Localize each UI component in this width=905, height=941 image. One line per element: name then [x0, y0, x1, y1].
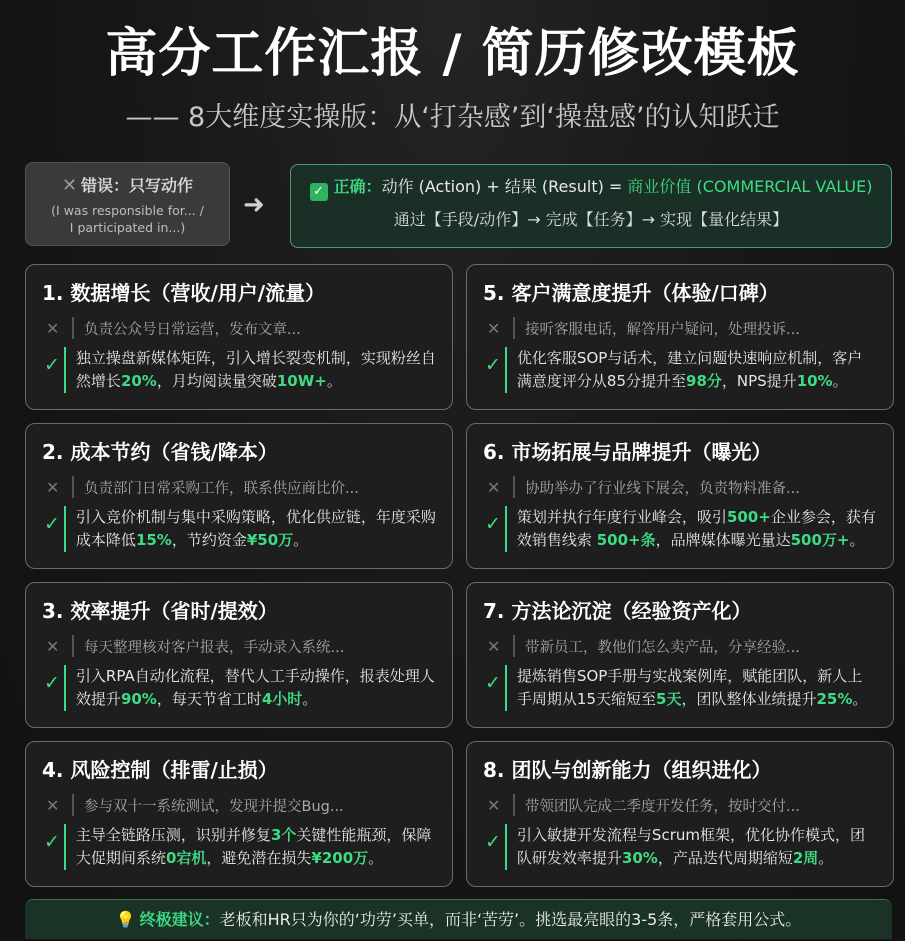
card-wrong-text: 带新员工，教他们怎么卖产品，分享经验...	[525, 639, 800, 656]
x-icon: ✕	[46, 795, 60, 815]
card-right-segment: ，NPS提升	[721, 372, 797, 390]
card-wrong-text: 接听客服电话，解答用户疑问，处理投诉...	[525, 321, 800, 338]
card-wrong-row	[42, 633, 436, 659]
wrong-example-label: 错误：只写动作	[81, 176, 194, 195]
card-right-row	[42, 506, 436, 552]
card-wrong-row	[483, 792, 877, 818]
formula-text: 动作 (Action) + 结果 (Result) =	[381, 177, 628, 196]
highlight-bar	[505, 665, 507, 711]
card-right-segment: 。	[293, 531, 309, 549]
card-right-segment: ，每天节省工时	[156, 690, 262, 708]
metric-highlight: 90%	[120, 690, 157, 708]
dimension-card	[25, 582, 453, 728]
card-wrong-text: 带领团队完成二季度开发任务，按时交付...	[525, 798, 800, 815]
card-right-row	[483, 347, 877, 393]
metric-highlight: 0宕机	[165, 849, 207, 867]
x-icon: ✕	[61, 175, 78, 196]
card-right-segment: 。	[368, 849, 384, 867]
right-example-box	[290, 164, 892, 248]
card-right-segment: ，节约资金	[171, 531, 247, 549]
card-right-segment: 独立操盘新媒体矩阵，引入增长裂变机制，实现粉丝自然增长	[75, 349, 436, 390]
footer-label: 终极建议：	[139, 910, 220, 929]
card-right-row	[483, 665, 877, 711]
dimension-card	[25, 423, 453, 569]
card-right-segment: 。	[326, 372, 342, 390]
divider	[72, 476, 74, 498]
card-wrong-text: 负责公众号日常运营，发布文章...	[84, 321, 301, 338]
metric-highlight: ¥50万	[246, 531, 294, 549]
card-right-segment: 。	[818, 849, 834, 867]
highlight-bar	[505, 347, 507, 393]
card-right-segment: 提炼销售SOP手册与实战案例库，赋能团队，新人上手周期从15天缩短至	[516, 667, 863, 708]
arrow-right-icon: ➜	[243, 190, 265, 220]
card-right-segment: 。	[852, 690, 868, 708]
metric-highlight: 3个	[270, 826, 297, 844]
card-right-text	[76, 506, 436, 552]
dimension-card	[466, 264, 894, 410]
card-title: 6. 市场拓展与品牌提升（曝光）	[483, 440, 772, 464]
check-icon: ✓	[485, 354, 501, 376]
card-title: 4. 风险控制（排雷/止损）	[42, 758, 278, 782]
wrong-example-sub-line1: (I was responsible for... /	[51, 203, 204, 218]
metric-highlight: 20%	[120, 372, 157, 390]
card-right-row	[42, 347, 436, 393]
card-title: 2. 成本节约（省钱/降本）	[42, 440, 278, 464]
card-right-segment: 主导全链路压测，识别并修复	[75, 826, 271, 844]
card-right-segment: ，团队整体业绩提升	[681, 690, 817, 708]
divider	[513, 317, 515, 339]
card-wrong-row	[42, 315, 436, 341]
metric-highlight: 25%	[816, 690, 853, 708]
dimension-card	[466, 582, 894, 728]
card-right-row	[483, 824, 877, 870]
divider	[72, 635, 74, 657]
card-right-segment: 引入RPA自动化流程，替代人工手动操作，报表处理人效提升	[75, 667, 435, 708]
metric-highlight: ¥200万	[311, 849, 369, 867]
x-icon: ✕	[487, 477, 501, 497]
card-right-segment: ，月均阅读量突破	[156, 372, 277, 390]
x-icon: ✕	[487, 318, 501, 338]
card-right-text	[517, 824, 877, 870]
highlight-bar	[505, 824, 507, 870]
card-right-row	[42, 824, 436, 870]
card-wrong-text: 参与双十一系统测试，发现并提交Bug...	[84, 798, 344, 815]
card-title: 3. 效率提升（省时/提效）	[42, 599, 278, 623]
metric-highlight: 500万+	[790, 531, 850, 549]
card-wrong-row	[42, 792, 436, 818]
metric-highlight: 5天	[656, 690, 682, 708]
card-right-text	[76, 665, 436, 711]
check-icon: ✓	[44, 513, 60, 535]
dimension-card	[25, 741, 453, 887]
card-right-segment: ，产品迭代周期缩短	[657, 849, 793, 867]
card-right-segment: 引入竞价机制与集中采购策略，优化供应链，年度采购成本降低	[75, 508, 436, 549]
metric-highlight: 10%	[796, 372, 833, 390]
right-example-label: 正确：	[333, 177, 382, 196]
card-wrong-text: 负责部门日常采购工作，联系供应商比价...	[84, 480, 359, 497]
footer-tip	[25, 899, 892, 939]
card-wrong-text: 每天整理核对客户报表，手动录入系统...	[84, 639, 345, 656]
highlight-bar	[505, 506, 507, 552]
divider	[72, 794, 74, 816]
card-title: 5. 客户满意度提升（体验/口碑）	[483, 281, 779, 305]
lightbulb-icon: 💡	[115, 910, 136, 929]
check-icon: ✓	[485, 831, 501, 853]
card-right-text	[76, 347, 436, 393]
card-right-segment: 。	[302, 690, 318, 708]
card-wrong-row	[483, 315, 877, 341]
metric-highlight: 15%	[135, 531, 172, 549]
footer-text: 老板和HR只为你的‘功劳’买单，而非‘苦劳’。挑选最亮眼的3-5条，严格套用公式。	[219, 910, 802, 929]
card-right-segment: ，品牌媒体曝光量达	[655, 531, 791, 549]
card-right-text	[517, 506, 877, 552]
divider	[513, 635, 515, 657]
metric-highlight: 500+	[726, 508, 771, 526]
dimension-card	[466, 741, 894, 887]
check-icon: ✓	[44, 354, 60, 376]
card-right-segment: 策划并执行年度行业峰会，吸引	[516, 508, 727, 526]
highlight-bar	[64, 665, 66, 711]
card-wrong-row	[483, 633, 877, 659]
card-right-segment: 。	[832, 372, 848, 390]
metric-highlight: 10W+	[276, 372, 327, 390]
wrong-example-sub-line2: I participated in...)	[69, 220, 186, 235]
check-icon: ✓	[44, 831, 60, 853]
x-icon: ✕	[487, 636, 501, 656]
check-icon: ✓	[310, 183, 328, 201]
highlight-bar	[64, 824, 66, 870]
card-wrong-text: 协助举办了行业线下展会，负责物料准备...	[525, 480, 800, 497]
card-title: 7. 方法论沉淀（经验资产化）	[483, 599, 752, 623]
check-icon: ✓	[44, 672, 60, 694]
check-icon: ✓	[485, 513, 501, 535]
dimension-card	[25, 264, 453, 410]
card-right-text	[517, 665, 877, 711]
card-right-segment: ，避免潜在损失	[206, 849, 312, 867]
page-subtitle: —— 8大维度实操版：从‘打杂感’到‘操盘感’的认知跃迁	[125, 102, 780, 133]
metric-highlight: 30%	[621, 849, 658, 867]
metric-highlight: 500+条	[596, 531, 656, 549]
card-right-segment: 关键性能瓶颈，保障大促期间系统	[75, 826, 432, 867]
card-right-segment: 优化客服SOP与话术，建立问题快速响应机制，客户满意度评分从85分提升至	[516, 349, 863, 390]
metric-highlight: 2周	[792, 849, 819, 867]
card-title: 8. 团队与创新能力（组织进化）	[483, 758, 772, 782]
card-wrong-row	[42, 474, 436, 500]
check-icon: ✓	[485, 672, 501, 694]
x-icon: ✕	[46, 477, 60, 497]
divider	[72, 317, 74, 339]
formula-steps: 通过【手段/动作】→ 完成【任务】→ 实现【量化结果】	[393, 210, 789, 229]
metric-highlight: 98分	[686, 372, 722, 390]
metric-highlight: 4小时	[261, 690, 303, 708]
highlight-bar	[64, 347, 66, 393]
card-wrong-row	[483, 474, 877, 500]
x-icon: ✕	[46, 636, 60, 656]
divider	[513, 476, 515, 498]
divider	[513, 794, 515, 816]
card-right-row	[483, 506, 877, 552]
x-icon: ✕	[46, 318, 60, 338]
dimension-card	[466, 423, 894, 569]
highlight-bar	[64, 506, 66, 552]
wrong-example-box	[25, 162, 230, 246]
card-right-segment: 引入敏捷开发流程与Scrum框架，优化协作模式，团队研发效率提升	[516, 826, 865, 867]
card-title: 1. 数据增长（营收/用户/流量）	[42, 281, 326, 305]
card-right-text	[76, 824, 436, 870]
card-right-segment: 。	[849, 531, 865, 549]
card-right-text	[517, 347, 877, 393]
page-title: 高分工作汇报 / 简历修改模板	[105, 24, 800, 84]
card-right-row	[42, 665, 436, 711]
formula-value: 商业价值 (COMMERCIAL VALUE)	[627, 177, 873, 196]
card-right-segment: 企业参会，获有效销售线索	[516, 508, 876, 549]
x-icon: ✕	[487, 795, 501, 815]
